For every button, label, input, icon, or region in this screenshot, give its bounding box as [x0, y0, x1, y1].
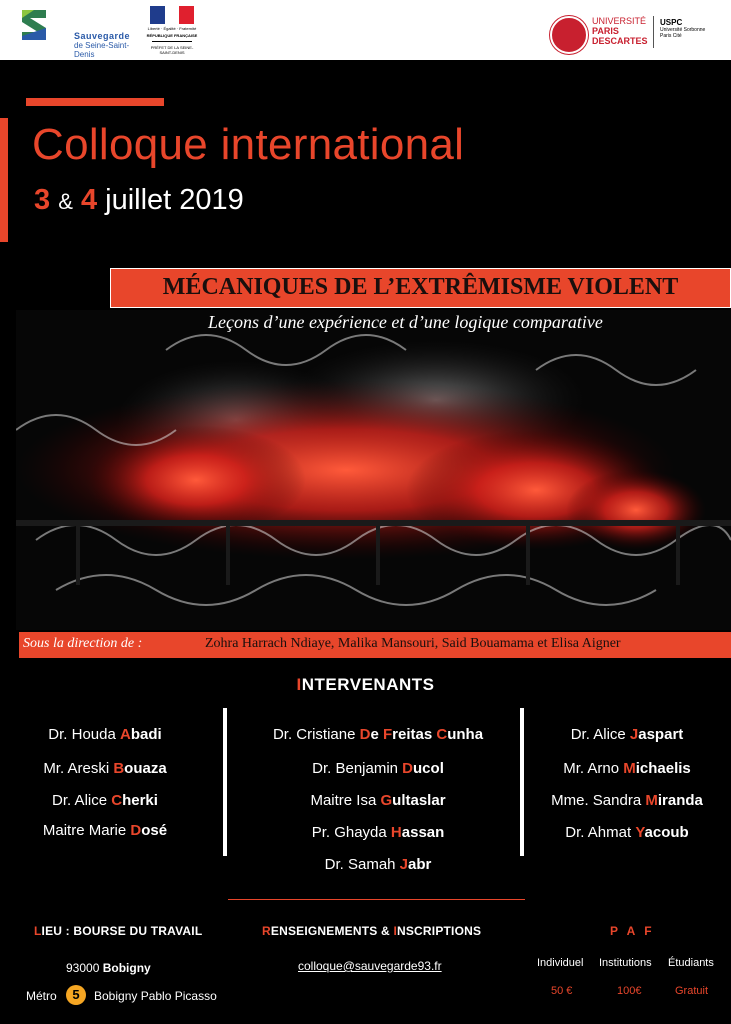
sauvegarde-sub: de Seine-Saint-Denis [74, 41, 130, 59]
speaker-name: Dr. Ahmat Yacoub [565, 824, 689, 841]
contact-email-link[interactable]: colloque@sauvegarde93.fr [298, 959, 442, 973]
renseignements-heading: RENSEIGNEMENTS & INSCRIPTIONS [262, 924, 482, 938]
date-ampersand: & [58, 189, 73, 214]
event-date [34, 184, 244, 217]
theme-subtitle: Leçons d’une expérience et d’une logique comparative [208, 312, 603, 332]
left-accent-bar [0, 118, 8, 242]
speaker-name: Maitre Marie Dosé [42, 822, 168, 839]
direction-strip [19, 632, 731, 658]
french-flag-icon [150, 6, 194, 24]
universite-name: UNIVERSITÉ PARIS DESCARTES [592, 16, 648, 46]
theme-banner [110, 268, 731, 308]
republique-divider [152, 41, 192, 42]
crowd-flares-photo [16, 310, 731, 630]
title-accent-bar [26, 98, 164, 106]
info-separator [228, 899, 525, 900]
speaker-name: Dr. Benjamin Ducol [312, 760, 444, 777]
sauvegarde-s-icon [16, 6, 56, 52]
paf-price-etudiants: Gratuit [675, 985, 709, 997]
column-divider-1 [223, 708, 227, 856]
paf-price-individuel: 50 € [551, 985, 573, 997]
speaker-name: Mr. Arno Michaelis [563, 760, 691, 777]
sauvegarde-logo [16, 6, 131, 59]
metro-station: Bobigny Pablo Picasso [94, 989, 217, 1003]
column-divider-2 [520, 708, 524, 856]
speaker-name: Mr. Areski Bouaza [43, 760, 167, 777]
sauvegarde-name: Sauvegarde [74, 31, 131, 41]
republique-logo [146, 6, 198, 56]
universite-logo [550, 12, 720, 52]
speaker-name: Dr. Houda Abadi [48, 726, 162, 743]
speaker-name: Dr. Alice Cherki [52, 792, 158, 809]
theme-title: MÉCANIQUES DE L’EXTRÊMISME VIOLENT [162, 274, 679, 300]
speaker-name: Mme. Sandra Miranda [551, 792, 703, 809]
metro-line-5-icon: 5 [66, 985, 86, 1005]
intervenants-heading: INTERVENANTS [296, 675, 435, 694]
date-day-1: 3 [34, 184, 51, 216]
header-logo-bar [0, 0, 731, 60]
speaker-name: Maitre Isa Gultaslar [310, 792, 446, 809]
logo-divider [653, 16, 654, 48]
speaker-name: Dr. Cristiane De Freitas Cunha [272, 726, 484, 743]
prefet-label: PRÉFET DE LA SEINE-SAINT-DENIS [150, 45, 194, 55]
speaker-name: Pr. Ghayda Hassan [311, 824, 445, 841]
paf-heading: P A F [610, 924, 655, 938]
paf-category-individuel: Individuel [537, 957, 584, 969]
date-month-year: juillet 2019 [105, 184, 244, 216]
paf-price-institutions: 100€ [617, 985, 642, 997]
lieu-city: 93000 Bobigny [66, 961, 151, 975]
republique-name: RÉPUBLIQUE FRANÇAISE [146, 33, 198, 38]
universite-seal-icon [550, 16, 588, 54]
lieu-heading: LIEU : BOURSE DU TRAVAIL [34, 924, 203, 938]
speaker-name: Dr. Samah Jabr [324, 856, 432, 873]
paf-category-institutions: Institutions [599, 957, 652, 969]
direction-label: Sous la direction de : [23, 636, 143, 651]
metro-label: Métro [26, 989, 57, 1003]
uspc-logo: USPC Université Sorbonne Paris Cité [660, 18, 706, 39]
direction-names: Zohra Harrach Ndiaye, Malika Mansouri, Said Bouamama et Elisa Aigner [205, 636, 621, 651]
republique-motto: Liberté · Égalité · Fraternité [147, 26, 197, 31]
paf-category-etudiants: Étudiants [668, 957, 714, 969]
speaker-name: Dr. Alice Jaspart [570, 726, 684, 743]
date-day-2: 4 [80, 184, 98, 216]
event-title: Colloque international [32, 120, 465, 169]
